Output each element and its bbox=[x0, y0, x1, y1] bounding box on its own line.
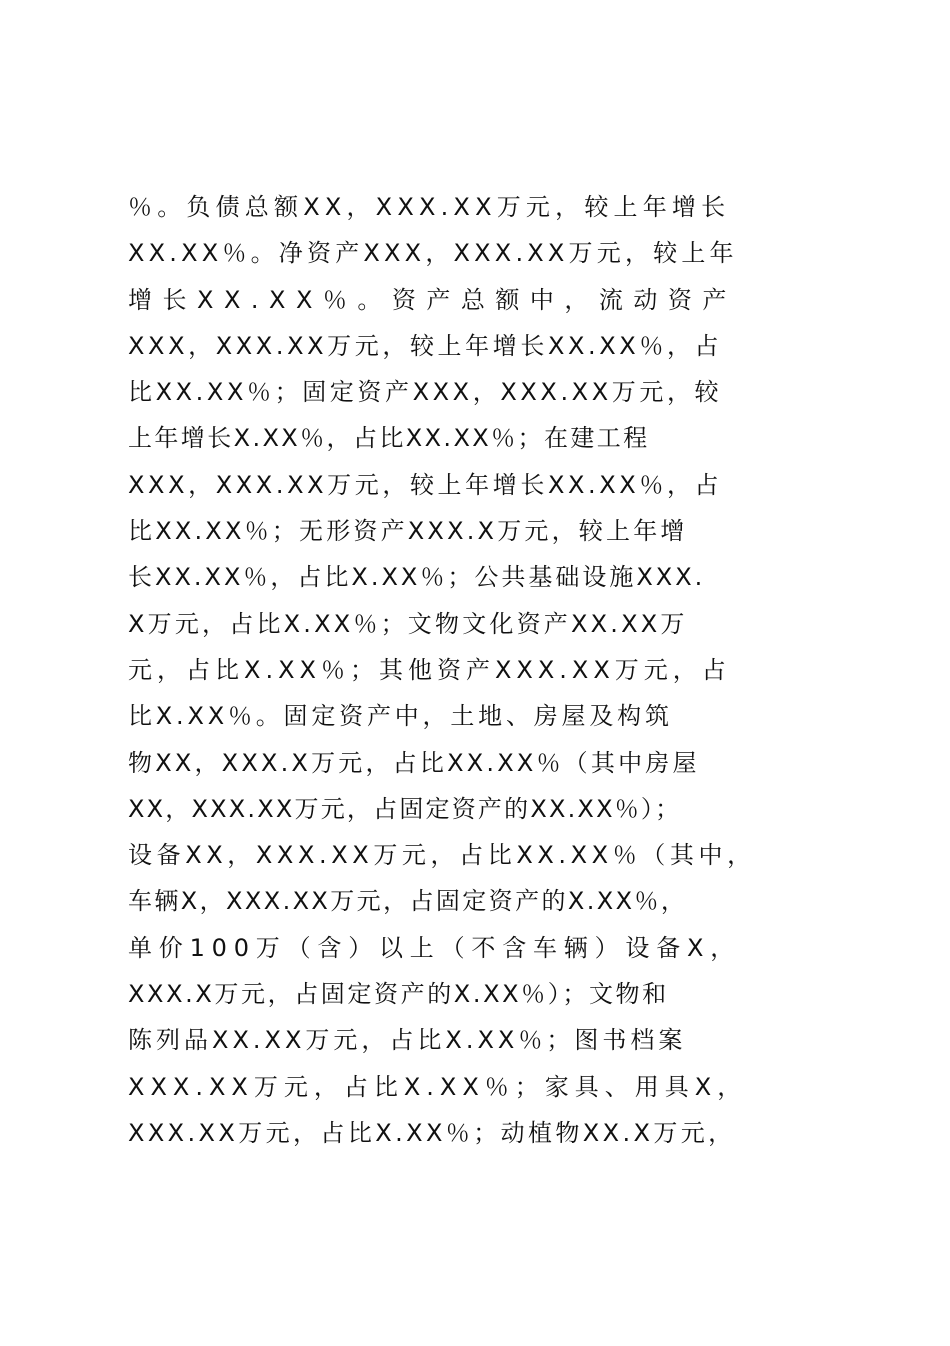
text-line-15: 设备XX，XXX.XX万元，占比XX.XX％（其中， bbox=[128, 841, 756, 870]
text-line-3: 增长XX.XX％。资产总额中，流动资产 bbox=[128, 285, 737, 314]
text-line-18: XXX.X万元，占固定资产的X.XX％）；文物和 bbox=[128, 980, 669, 1009]
text-line-11: 元，占比X.XX％；其他资产XXX.XX万元，占 bbox=[128, 655, 731, 684]
text-line-9: 长XX.XX％，占比X.XX％；公共基础设施XXX. bbox=[128, 563, 706, 592]
text-line-5: 比XX.XX％；固定资产XXX，XXX.XX万元，较 bbox=[128, 378, 723, 407]
text-line-12: 比X.XX％。固定资产中，土地、房屋及构筑 bbox=[128, 702, 673, 731]
text-line-19: 陈列品XX.XX万元，占比X.XX％；图书档案 bbox=[128, 1026, 687, 1055]
text-line-13: 物XX，XXX.X万元，占比XX.XX％（其中房屋 bbox=[128, 748, 700, 777]
text-line-2: XX.XX％。净资产XXX，XXX.XX万元，较上年 bbox=[128, 239, 738, 268]
text-line-20: XXX.XX万元，占比X.XX％；家具、用具X， bbox=[128, 1072, 748, 1101]
text-line-6: 上年增长X.XX％，占比XX.XX％；在建工程 bbox=[128, 424, 650, 453]
text-line-16: 车辆X，XXX.XX万元，占固定资产的X.XX％， bbox=[128, 887, 688, 916]
text-line-21: XXX.XX万元，占比X.XX％；动植物XX.X万元， bbox=[128, 1118, 736, 1147]
text-line-17: 单价100万（含）以上（不含车辆）设备X， bbox=[128, 933, 742, 962]
text-line-1: ％。负债总额XX，XXX.XX万元，较上年增长 bbox=[128, 193, 731, 221]
text-line-4: XXX，XXX.XX万元，较上年增长XX.XX％，占 bbox=[128, 331, 723, 360]
body-text bbox=[128, 184, 858, 1156]
text-line-14: XX，XXX.XX万元，占固定资产的XX.XX％）； bbox=[128, 794, 682, 823]
text-line-10: X万元，占比X.XX％；文物文化资产XX.XX万 bbox=[128, 609, 688, 638]
text-line-7: XXX，XXX.XX万元，较上年增长XX.XX％，占 bbox=[128, 470, 723, 499]
text-line-8: 比XX.XX％；无形资产XXX.X万元，较上年增 bbox=[128, 517, 688, 546]
